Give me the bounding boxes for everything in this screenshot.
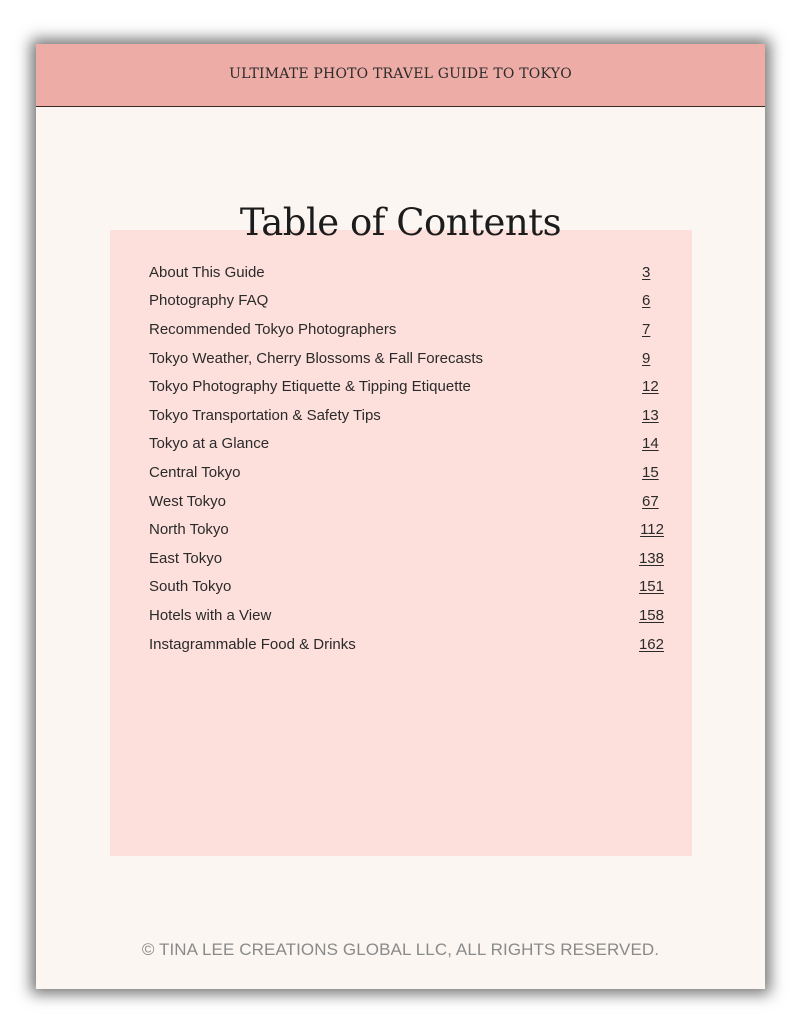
toc-entry-south-tokyo[interactable] bbox=[149, 573, 664, 602]
toc-entry-weather-forecasts[interactable] bbox=[149, 344, 664, 373]
toc-entry-food-drinks[interactable] bbox=[149, 630, 664, 659]
toc-entry-label: About This Guide bbox=[149, 263, 265, 281]
toc-entry-label: Central Tokyo bbox=[149, 463, 241, 481]
toc-page-link[interactable]: 162 bbox=[638, 635, 664, 653]
toc-entry-recommended-photographers[interactable] bbox=[149, 315, 664, 344]
toc-heading: Table of Contents bbox=[239, 201, 562, 244]
toc-page-link[interactable]: 6 bbox=[642, 292, 651, 310]
toc-list bbox=[149, 258, 664, 658]
toc-page-link[interactable]: 158 bbox=[638, 606, 664, 624]
toc-entry-west-tokyo[interactable] bbox=[149, 487, 664, 516]
toc-page-link[interactable]: 67 bbox=[642, 492, 659, 510]
toc-page-link[interactable]: 138 bbox=[638, 549, 664, 567]
copyright-footer: © TINA LEE CREATIONS GLOBAL LLC, ALL RIGHTS RESERVED. bbox=[141, 940, 660, 959]
toc-entry-label: South Tokyo bbox=[149, 578, 232, 596]
toc-entry-etiquette[interactable] bbox=[149, 372, 664, 401]
toc-entry-label: North Tokyo bbox=[149, 521, 229, 539]
toc-entry-label: Recommended Tokyo Photographers bbox=[149, 320, 397, 338]
toc-page-link[interactable]: 3 bbox=[642, 263, 651, 281]
toc-entry-photography-faq[interactable] bbox=[149, 287, 664, 316]
toc-page-link[interactable]: 151 bbox=[638, 578, 664, 596]
toc-page-link[interactable]: 15 bbox=[642, 463, 659, 481]
toc-entry-north-tokyo[interactable] bbox=[149, 515, 664, 544]
toc-entry-label: Hotels with a View bbox=[149, 606, 272, 624]
toc-entry-about-this-guide[interactable] bbox=[149, 258, 664, 287]
toc-entry-label: Tokyo at a Glance bbox=[149, 435, 270, 453]
toc-page-link[interactable]: 13 bbox=[642, 406, 659, 424]
toc-entry-transportation-safety[interactable] bbox=[149, 401, 664, 430]
toc-entry-central-tokyo[interactable] bbox=[149, 458, 664, 487]
header-band bbox=[36, 44, 765, 107]
toc-entry-label: Tokyo Photography Etiquette & Tipping Etiquette bbox=[149, 378, 471, 396]
toc-entry-east-tokyo[interactable] bbox=[149, 544, 664, 573]
toc-page-link[interactable]: 12 bbox=[642, 378, 659, 396]
toc-entry-label: Photography FAQ bbox=[149, 292, 269, 310]
toc-page-link[interactable]: 112 bbox=[640, 521, 664, 539]
toc-entry-label: Instagrammable Food & Drinks bbox=[149, 635, 356, 653]
toc-page-link[interactable]: 14 bbox=[642, 435, 659, 453]
toc-page-link[interactable]: 7 bbox=[642, 320, 651, 338]
document-page bbox=[36, 44, 765, 989]
toc-entry-label: East Tokyo bbox=[149, 549, 223, 567]
toc-entry-label: West Tokyo bbox=[149, 492, 226, 510]
toc-entry-hotels-with-a-view[interactable] bbox=[149, 601, 664, 630]
toc-entry-label: Tokyo Transportation & Safety Tips bbox=[149, 406, 381, 424]
toc-page-link[interactable]: 9 bbox=[642, 349, 651, 367]
guide-title: ULTIMATE PHOTO TRAVEL GUIDE TO TOKYO bbox=[229, 66, 572, 82]
toc-entry-label: Tokyo Weather, Cherry Blossoms & Fall Forecasts bbox=[149, 349, 483, 367]
toc-entry-tokyo-at-a-glance[interactable] bbox=[149, 430, 664, 459]
